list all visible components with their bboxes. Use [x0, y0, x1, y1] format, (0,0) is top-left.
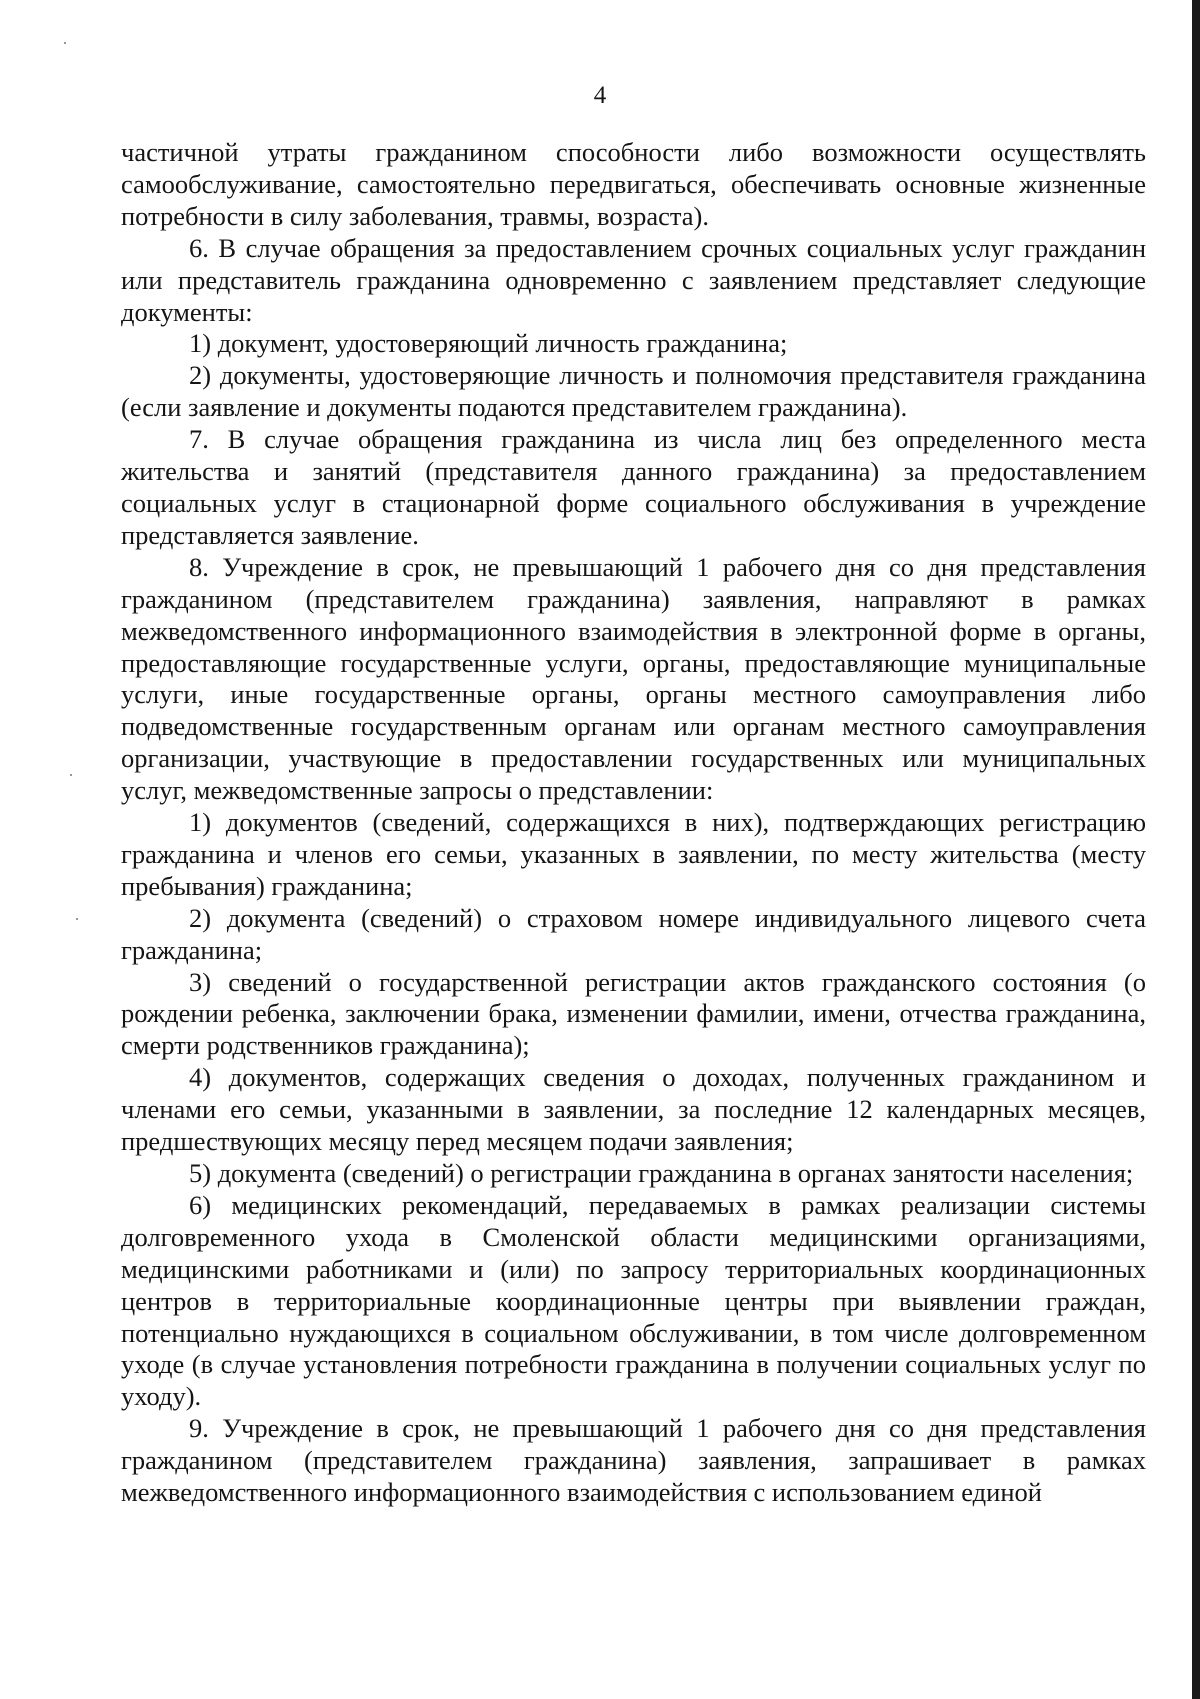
- paragraph-item-9: 9. Учреждение в срок, не превышающий 1 рабочего дня со дня представления гражданином (представителем гражданина) заявления, запрашивает в рамках межведомственного информационного взаимодействия с использованием единой: [121, 1413, 1146, 1508]
- scan-speck: [76, 918, 78, 920]
- paragraph-item-8-5: 5) документа (сведений) о регистрации гражданина в органах занятости населения;: [189, 1158, 1134, 1188]
- scan-border: [1192, 0, 1200, 1699]
- paragraph-item-8-3: 3) сведений о государственной регистрации актов гражданского состояния (о рождении ребенка, заключении брака, изменении фамилии, имени, отчества гражданина, смерти родственников гражданина);: [121, 966, 1146, 1061]
- paragraph-item-6-2: 2) документы, удостоверяющие личность и полномочия представителя гражданина (если заявление и документы подаются представителем гражданина).: [121, 360, 1146, 423]
- paragraph-item-6: 6. В случае обращения за предоставлением срочных социальных услуг гражданин или представитель гражданина одновременно с заявлением представляет следующие документы:: [121, 232, 1146, 327]
- paragraph-item-7: 7. В случае обращения гражданина из числа лиц без определенного места жительства и занятий (представителя данного гражданина) за предоставлением социальных услуг в стационарной форме социального обслуживания в учреждение представляется заявление.: [121, 424, 1146, 550]
- paragraph-item-8: 8. Учреждение в срок, не превышающий 1 рабочего дня со дня представления гражданином (представителем гражданина) заявления, направляют в рамках межведомственного информационного взаимодействия в электронной форме в органы, предоставляющие государственные услуги, органы, предоставляющие муниципальные услуги, иные государственные органы, органы местного самоуправления либо подведомственные государственным органам или органам местного самоуправления организации, участвующие в предоставлении государственных или муниципальных услуг, межведомственные запросы о представлении:: [121, 551, 1146, 806]
- paragraph-item-8-6: 6) медицинских рекомендаций, передаваемых в рамках реализации системы долговременного ухода в Смоленской области медицинскими организациями, медицинскими работниками и (или) по запросу территориальных координационных центров в территориальные координационные центры при выявлении граждан, потенциально нуждающихся в социальном обслуживании, в том числе долговременном уходе (в случае установления потребности гражданина в получении социальных услуг по уходу).: [121, 1189, 1146, 1412]
- paragraph-item-6-1: 1) документ, удостоверяющий личность гражданина;: [189, 328, 788, 359]
- scan-speck: [64, 42, 66, 44]
- page-number: 4: [593, 82, 607, 109]
- paragraph-item-8-2: 2) документа (сведений) о страховом номере индивидуального лицевого счета гражданина;: [121, 902, 1146, 965]
- document-body: [121, 137, 1146, 1509]
- scan-speck: [70, 774, 72, 776]
- paragraph-continuation: частичной утраты гражданином способности либо возможности осуществлять самообслуживание, самостоятельно передвигаться, обеспечивать основные жизненные потребности в силу заболевания, травмы, возраста).: [121, 137, 1146, 231]
- paragraph-item-8-4: 4) документов, содержащих сведения о доходах, полученных гражданином и членами его семьи, указанными в заявлении, за последние 12 календарных месяцев, предшествующих месяцу перед месяцем подачи заявления;: [121, 1062, 1146, 1157]
- paragraph-item-8-1: 1) документов (сведений, содержащихся в них), подтверждающих регистрацию гражданина и членов его семьи, указанных в заявлении, по месту жительства (месту пребывания) гражданина;: [121, 807, 1146, 901]
